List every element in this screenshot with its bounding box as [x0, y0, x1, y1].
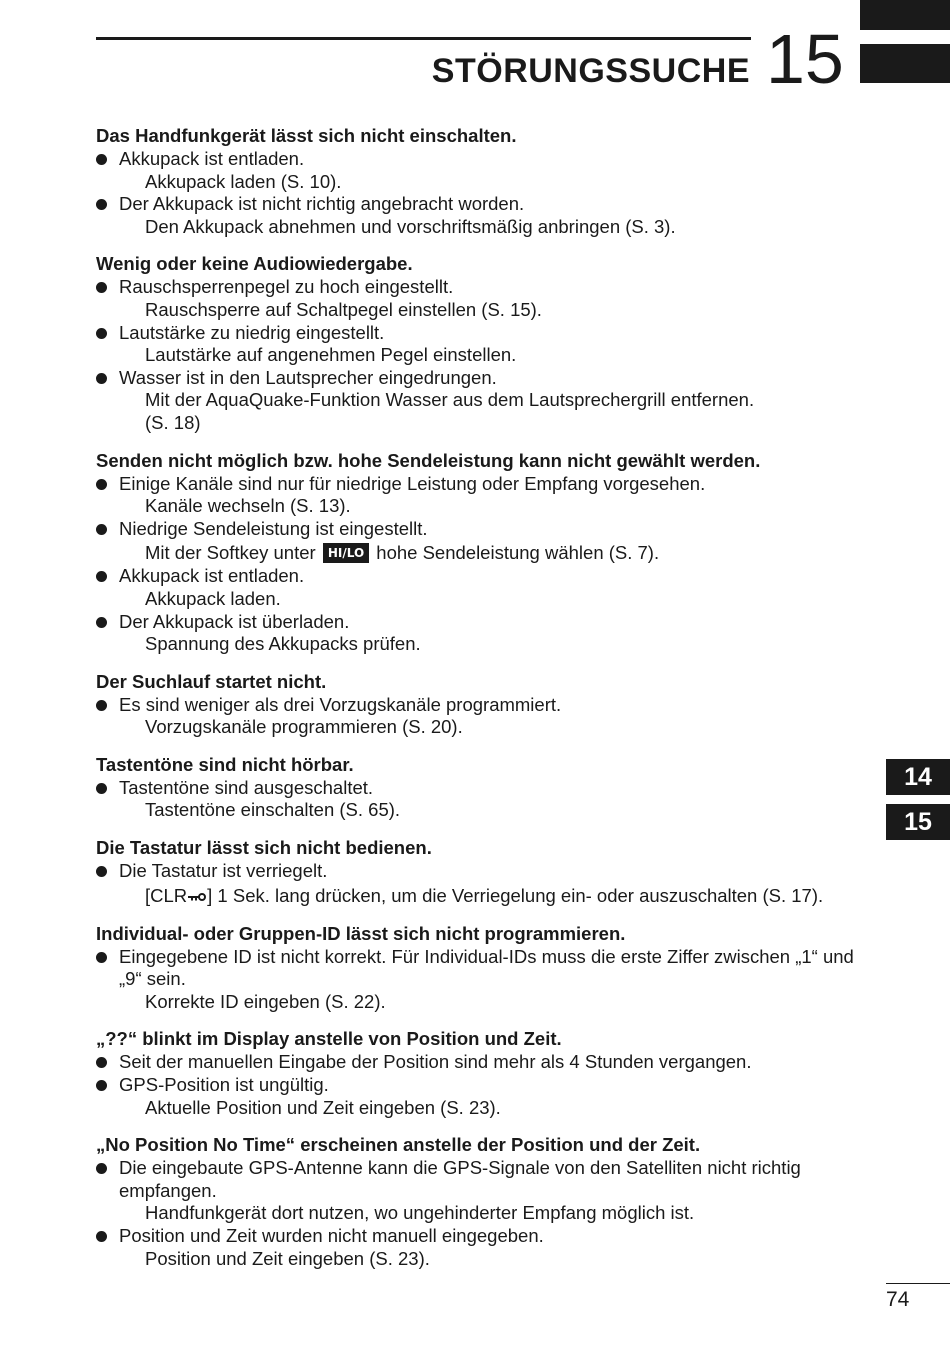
bullet-dot: [96, 783, 107, 794]
remedy-text: Handfunkgerät dort nutzen, wo ungehinderter Empfang möglich ist.: [145, 1202, 695, 1224]
cause-item: Position und Zeit wurden nicht manuell eingegeben.: [96, 1225, 856, 1248]
bullet-dot: [96, 1057, 107, 1068]
remedy-text: Tastentöne einschalten (S. 65).: [145, 799, 401, 821]
cause-item: Rauschsperrenpegel zu hoch eingestellt.: [96, 276, 856, 299]
bullet-dot: [96, 154, 107, 165]
cause-item: Tastentöne sind ausgeschaltet.: [96, 777, 856, 800]
bullet-dot: [96, 328, 107, 339]
cause-item: Wasser ist in den Lautsprecher eingedrungen.: [96, 367, 856, 390]
hi-lo-softkey-badge: HI/LO: [323, 543, 369, 563]
cause-item: GPS-Position ist ungültig.: [96, 1074, 856, 1097]
remedy-text: Aktuelle Position und Zeit eingeben (S. 23).: [145, 1096, 501, 1118]
bullet-dot: [96, 199, 107, 210]
cause-item: Der Akkupack ist überladen.: [96, 611, 856, 634]
corner-tab-bottom: [860, 44, 950, 83]
remedy-text: Position und Zeit eingeben (S. 23).: [145, 1247, 430, 1269]
cause-item: Eingegebene ID ist nicht korrekt. Für Individual-IDs muss die erste Ziffer zwischen „1“ und „9“ sein.: [96, 946, 856, 991]
section-no-position: [96, 1133, 856, 1270]
section-transmit: [96, 449, 856, 656]
chapter-tab-15[interactable]: 15: [886, 804, 950, 840]
section-keypad: [96, 836, 856, 908]
corner-tab-top: [860, 0, 950, 30]
section-heading: Der Suchlauf startet nicht.: [96, 670, 327, 692]
section-beep: [96, 753, 856, 822]
section-heading: Wenig oder keine Audiowiedergabe.: [96, 253, 413, 275]
remedy-text: (S. 18): [145, 411, 201, 433]
remedy-text: Vorzugskanäle programmieren (S. 20).: [145, 716, 463, 738]
bullet-dot: [96, 282, 107, 293]
section-heading: „??“ blinkt im Display anstelle von Position und Zeit.: [96, 1028, 562, 1050]
bullet-dot: [96, 617, 107, 628]
footer-rule: [886, 1283, 950, 1284]
cause-item: Akkupack ist entladen.: [96, 565, 856, 588]
cause-item: Seit der manuellen Eingabe der Position sind mehr als 4 Stunden vergangen.: [96, 1051, 856, 1074]
remedy-text: Akkupack laden (S. 10).: [145, 170, 342, 192]
remedy-text: Mit der Softkey unter HI/LO hohe Sendeleistung wählen (S. 7).: [145, 542, 660, 564]
bullet-dot: [96, 571, 107, 582]
bullet-dot: [96, 952, 107, 963]
cause-item: Einige Kanäle sind nur für niedrige Leistung oder Empfang vorgesehen.: [96, 473, 856, 496]
section-heading: Senden nicht möglich bzw. hohe Sendeleistung kann nicht gewählt werden.: [96, 449, 761, 471]
section-heading: Individual- oder Gruppen-ID lässt sich nicht programmieren.: [96, 922, 626, 944]
cause-item: Lautstärke zu niedrig eingestellt.: [96, 322, 856, 345]
bullet-dot: [96, 700, 107, 711]
remedy-text: [CLR ] 1 Sek. lang drücken, um die Verriegelung ein- oder auszuschalten (S. 17).: [145, 884, 824, 906]
section-heading: „No Position No Time“ erscheinen anstelle der Position und der Zeit.: [96, 1134, 701, 1156]
bullet-dot: [96, 866, 107, 877]
section-power: [96, 124, 856, 238]
cause-item: Akkupack ist entladen.: [96, 148, 856, 171]
cause-item: Niedrige Sendeleistung ist eingestellt.: [96, 518, 856, 541]
section-position-blink: [96, 1027, 856, 1119]
bullet-dot: [96, 479, 107, 490]
header-rule: [96, 37, 751, 40]
bullet-dot: [96, 1163, 107, 1174]
remedy-text: Korrekte ID eingeben (S. 22).: [145, 990, 386, 1012]
cause-item: Die eingebaute GPS-Antenne kann die GPS-Signale von den Satelliten nicht richtig empfangen.: [96, 1157, 856, 1202]
bullet-dot: [96, 524, 107, 535]
bullet-dot: [96, 1231, 107, 1242]
remedy-text: Den Akkupack abnehmen und vorschriftsmäßig anbringen (S. 3).: [145, 215, 676, 237]
remedy-text: Akkupack laden.: [145, 587, 281, 609]
chapter-tab-14[interactable]: 14: [886, 759, 950, 795]
remedy-text: Mit der AquaQuake-Funktion Wasser aus dem Lautsprechergrill entfernen.: [145, 389, 755, 411]
cause-item: Es sind weniger als drei Vorzugskanäle programmiert.: [96, 694, 856, 717]
bullet-dot: [96, 373, 107, 384]
remedy-text: Kanäle wechseln (S. 13).: [145, 495, 351, 517]
page-number: 74: [886, 1288, 910, 1311]
page-title: STÖRUNGSSUCHE: [431, 52, 750, 90]
section-audio: [96, 252, 856, 434]
remedy-text: Rauschsperre auf Schaltpegel einstellen (S. 15).: [145, 298, 542, 320]
section-heading: Tastentöne sind nicht hörbar.: [96, 753, 354, 775]
remedy-text: Lautstärke auf angenehmen Pegel einstellen.: [145, 344, 517, 366]
remedy-text: Spannung des Akkupacks prüfen.: [145, 633, 421, 655]
section-heading: Das Handfunkgerät lässt sich nicht einschalten.: [96, 125, 517, 146]
section-scan: [96, 670, 856, 739]
cause-item: Der Akkupack ist nicht richtig angebracht worden.: [96, 193, 856, 216]
chapter-number: 15: [766, 20, 844, 98]
section-heading: Die Tastatur lässt sich nicht bedienen.: [96, 837, 432, 859]
key-lock-icon: [188, 892, 206, 902]
bullet-dot: [96, 1080, 107, 1091]
troubleshooting-content: [96, 124, 856, 1284]
cause-item: Die Tastatur ist verriegelt.: [96, 860, 856, 883]
section-id: [96, 922, 856, 1014]
